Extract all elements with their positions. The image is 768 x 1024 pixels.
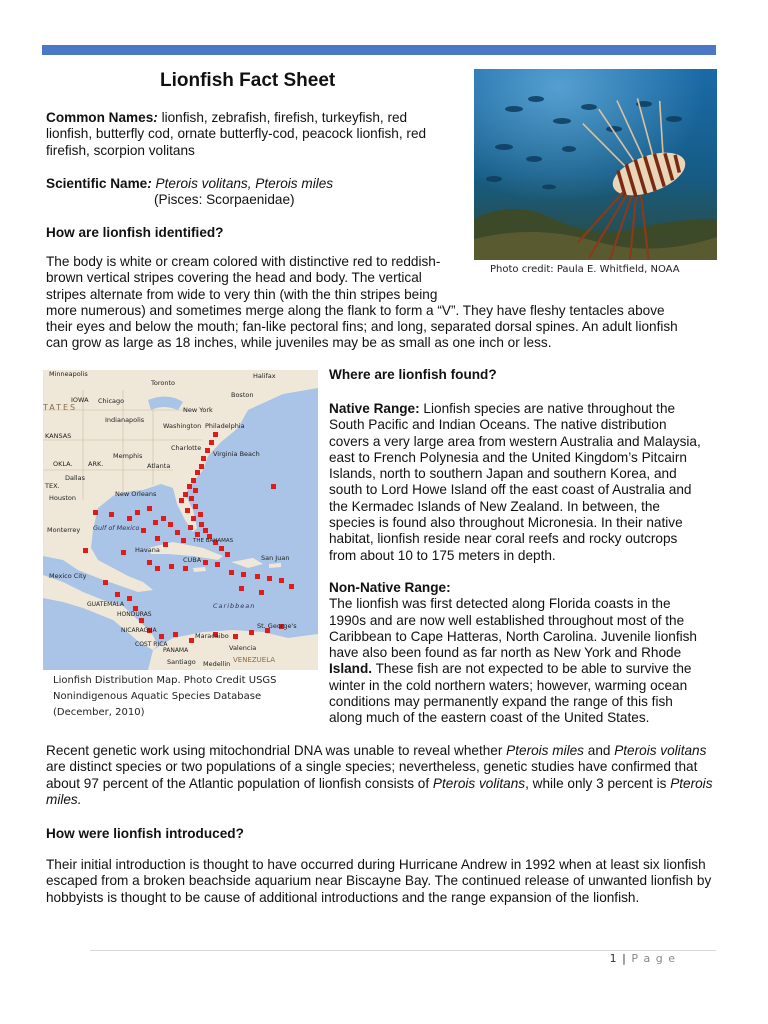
- identified-line: can grow as large as 18 inches, while juveniles may be as small as one inch or less.: [46, 335, 552, 351]
- map-label: New York: [183, 406, 213, 414]
- scientific-name-colon: :: [147, 176, 152, 191]
- native-range-paragraph: [329, 401, 724, 564]
- native-range-line: from about 10 to 175 meters in depth.: [329, 547, 556, 563]
- nonnative-range-line: have also been found as far north as New York and Rhode: [329, 645, 682, 661]
- map-label: TEX.: [45, 482, 60, 490]
- map-label: Valencia: [229, 644, 257, 652]
- scientific-name-label: Scientific Name: [46, 176, 148, 191]
- map-label: COST RICA: [135, 641, 168, 648]
- distribution-map: [43, 370, 318, 670]
- map-label: Mexico City: [49, 572, 87, 580]
- nonnative-range-line: Caribbean to Cape Hatteras, North Carolina. Juvenile lionfish: [329, 628, 697, 644]
- nonnative-range-line: Island.: [329, 661, 373, 677]
- genetic-text: , while only 3 percent is: [525, 775, 671, 791]
- native-range-line: east to French Polynesia and the United Kingdom’s Pitcairn: [329, 449, 687, 465]
- map-caption-line: Lionfish Distribution Map. Photo Credit USGS: [53, 675, 277, 686]
- map-label: New Orleans: [115, 490, 157, 498]
- genetic-paragraph: [46, 743, 724, 808]
- map-label: OKLA.: [53, 460, 73, 468]
- species-name: Pterois volitans: [432, 775, 526, 791]
- common-names-paragraph: [46, 110, 446, 159]
- map-label: St. George's: [257, 622, 297, 630]
- map-label: GUATEMALA: [87, 601, 125, 608]
- page-title: Lionfish Fact Sheet: [160, 70, 336, 91]
- identified-line: more numerous) and sometimes merge along the flank to form a “V”. They have fleshy tentacles above: [46, 302, 665, 318]
- species-name: Pterois miles.: [46, 775, 713, 807]
- found-heading: Where are lionfish found?: [329, 367, 497, 382]
- native-range-line: covers a very large area from western Australia and Malaysia,: [329, 433, 701, 449]
- native-range-line: habitat, lionfish reside near coral reefs and rocky outcrops: [329, 531, 678, 547]
- native-range-line: the Kermadec Islands of New Zealand. In between, the: [329, 498, 660, 514]
- map-label: Havana: [135, 546, 160, 554]
- map-label: Dallas: [65, 474, 85, 482]
- common-names-colon: :: [153, 110, 158, 125]
- page-footer: [610, 952, 676, 965]
- common-names-label: Common Names: [46, 110, 154, 125]
- native-range-line: Islands, north to southern Japan and southern Korea, and: [329, 466, 677, 482]
- map-label: Charlotte: [171, 444, 202, 452]
- identified-line: their eyes and below the mouth; fan-like pectoral fins; and long, separated dorsal spines. An adult lionfish: [46, 319, 678, 335]
- footer-separator: |: [617, 952, 632, 965]
- map-label: Philadelphia: [205, 422, 245, 430]
- map-label: Halifax: [253, 372, 276, 380]
- nonnative-range-paragraph: [329, 580, 724, 727]
- map-label: Houston: [49, 494, 77, 502]
- header-rule: [42, 45, 716, 55]
- common-names-text: lionfish, zebrafish, firefish, turkeyfish, red lionfish, butterfly cod, ornate butterfly-cod, peacock lionfish, red firefish, scorpion volitans: [46, 110, 427, 158]
- map-label: Santiago: [167, 658, 196, 666]
- native-range-line: south to Lord Howe Island off the east coast of Australia and: [329, 482, 692, 498]
- map-label: Atlanta: [147, 462, 171, 470]
- genetic-text: Recent genetic work using mitochondrial DNA was unable to reveal whether: [46, 743, 507, 758]
- page-number: 1: [609, 952, 618, 965]
- map-label: VENEZUELA: [233, 656, 276, 664]
- nonnative-range-line: These fish are not expected to be able to survive the: [372, 661, 692, 677]
- nonnative-range-line: conditions may permanently expand the range of this fish: [329, 694, 673, 710]
- genetic-text: are distinct species or two populations of a single species; nevertheless, genetic studies have confirmed that about 97 percent of the Atlantic population of lionfish consists of: [46, 759, 698, 791]
- identified-line: The body is white or cream colored with distinctive red to reddish-: [46, 254, 441, 269]
- map-label: Monterrey: [47, 526, 81, 534]
- photo-caption: Photo credit: Paula E. Whitfield, NOAA: [490, 264, 680, 275]
- map-label: ARK.: [88, 460, 104, 468]
- identified-line: brown vertical stripes covering the head and body. The vertical: [46, 270, 422, 286]
- map-label: Toronto: [151, 379, 175, 387]
- identified-heading: How are lionfish identified?: [46, 225, 224, 240]
- map-label: Indianapolis: [105, 416, 145, 424]
- map-label: Memphis: [113, 452, 143, 460]
- species-name: Pterois volitans: [614, 743, 707, 758]
- map-label: CUBA: [183, 556, 202, 564]
- genetic-text: and: [583, 743, 615, 758]
- scientific-name-species: Pterois volitans, Pterois miles: [151, 176, 334, 191]
- map-label: San Juan: [261, 554, 290, 562]
- nonnative-range-line: 1990s and are now well established throughout most of the: [329, 612, 685, 628]
- introduced-heading: How were lionfish introduced?: [46, 826, 244, 841]
- map-label: Minneapolis: [49, 370, 88, 378]
- map-label: TATES: [43, 403, 78, 412]
- nonnative-range-label: Non-Native Range:: [329, 580, 451, 595]
- map-label: IOWA: [71, 396, 89, 404]
- map-label: Virginia Beach: [213, 450, 260, 458]
- map-label: Maracaibo: [195, 632, 229, 640]
- introduced-paragraph: Their initial introduction is thought to have occurred during Hurricane Andrew in 1992 when at least six lionfish escaped from a broken beachside aquarium near Biscayne Bay. The continued release of unwanted lionfish by hobbyists is thought to be cause of additional introductions and the range expansion of the lionfish.: [46, 857, 712, 905]
- nonnative-range-line: The lionfish was first detected along Florida coasts in the: [329, 596, 671, 612]
- map-caption-line: Nonindigenous Aquatic Species Database: [53, 691, 262, 702]
- map-label: Gulf of Mexico: [93, 524, 140, 532]
- species-name: Pterois miles: [506, 743, 584, 758]
- scientific-name-family: (Pisces: Scorpaenidae): [154, 192, 295, 208]
- map-label: THE BAHAMAS: [193, 538, 234, 544]
- map-label: Medellin: [203, 660, 231, 668]
- map-label: Caribbean: [213, 602, 256, 610]
- identified-line: stripes alternate from wide to very thin (with the thin stripes being: [46, 286, 438, 302]
- map-label: PANAMA: [163, 647, 189, 654]
- footer-rule: [90, 950, 716, 951]
- map-label: HONDURAS: [117, 611, 152, 618]
- map-label: KANSAS: [45, 432, 72, 440]
- native-range-label: Native Range:: [329, 401, 420, 416]
- native-range-line: species is found also throughout Micronesia. In their native: [329, 515, 683, 531]
- map-label: Washington: [163, 422, 202, 430]
- native-range-line: South Pacific and Indian Oceans. The native distribution: [329, 417, 667, 433]
- native-range-line: Lionfish species are native throughout the: [419, 401, 676, 416]
- nonnative-range-line: winter in the cold northern waters; however, warming ocean: [329, 677, 688, 693]
- page-word: P a g e: [631, 952, 676, 965]
- map-caption-line: (December, 2010): [53, 707, 145, 718]
- scientific-name-paragraph: [46, 176, 466, 209]
- map-label: Chicago: [98, 397, 125, 405]
- map-label: Boston: [231, 391, 254, 399]
- map-label: NICARAGUA: [121, 627, 157, 634]
- nonnative-range-line: along much of the eastern coast of the United States.: [329, 710, 650, 726]
- lionfish-photo: [474, 69, 717, 260]
- map-caption: [53, 673, 313, 721]
